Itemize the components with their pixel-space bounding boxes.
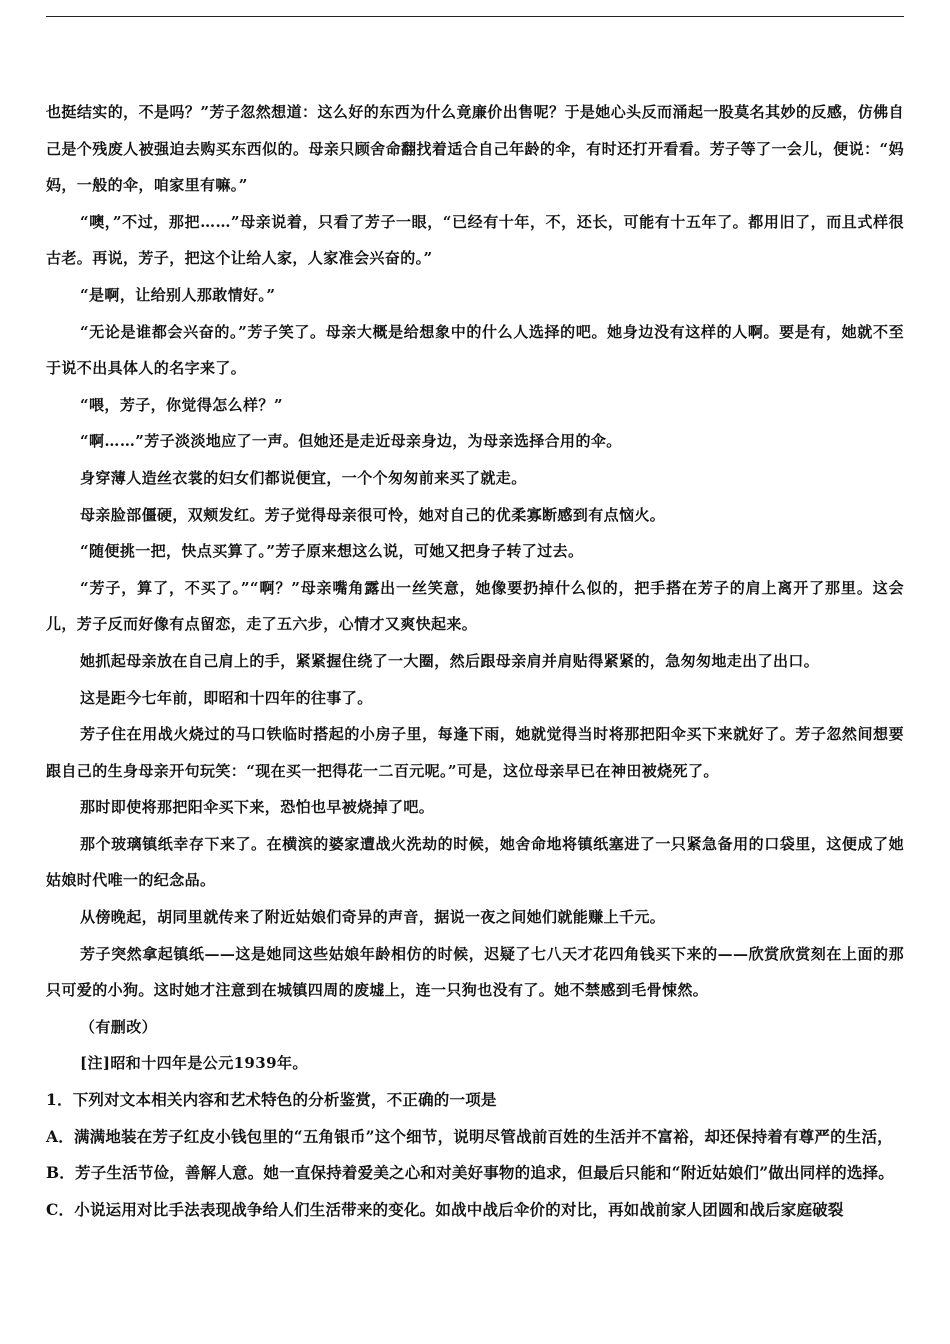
page-content — [46, 94, 904, 1228]
option-c: C．小说运用对比手法表现战争给人们生活带来的变化。如战中战后伞价的对比，再如战前家人团圆和战后家庭破裂 — [46, 1199, 844, 1219]
header-rule — [46, 16, 904, 17]
story-paragraph: 那时即使将那把阳伞买下来，恐怕也早被烧掉了吧。 — [80, 798, 435, 817]
story-text — [46, 94, 904, 1082]
story-paragraph: 母亲脸部僵硬，双颊发红。芳子觉得母亲很可怜，她对自己的优柔寡断感到有点恼火。 — [80, 505, 666, 524]
story-paragraph: 身穿薄人造丝衣裳的妇女们都说便宜，一个个匆匆前来买了就走。 — [80, 468, 527, 487]
story-paragraph: “无论是谁都会兴奋的。”芳子笑了。母亲大概是给想象中的什么人选择的吧。她身边没有这样的人啊。要是有，她就不至于说不出具体人的名字来了。 — [46, 322, 904, 378]
story-paragraph: “喂，芳子，你觉得怎么样？” — [80, 395, 283, 414]
story-paragraph: “噢，”不过，那把……”母亲说着，只看了芳子一眼，“已经有十年，不，还长，可能有十五年了。都用旧了，而且式样很古老。再说，芳子，把这个让给人家，人家准会兴奋的。” — [46, 212, 904, 268]
story-paragraph: 也挺结实的，不是吗？”芳子忽然想道：这么好的东西为什么竟廉价出售呢？于是她心头反而涌起一股莫名其妙的反感，仿佛自己是个残废人被强迫去购买东西似的。母亲只顾舍命翻找着适合自己年龄的伞，有时还打开看看。芳子等了一会儿，便说：“妈妈，一般的伞，咱家里有嘛。” — [46, 103, 904, 195]
story-paragraph: [注]昭和十四年是公元1939年。 — [80, 1054, 308, 1073]
story-paragraph: 芳子突然拿起镇纸——这是她同这些姑娘年龄相仿的时候，迟疑了七八天才花四角钱买下来的——欣赏欣赏刻在上面的那只可爱的小狗。这时她才注意到在城镇四周的废墟上，连一只狗也没有了。她不禁感到毛骨悚然。 — [46, 944, 904, 1000]
story-paragraph: （有删改） — [80, 1017, 158, 1036]
question-stem: 1．下列对文本相关内容和艺术特色的分析鉴赏，不正确的一项是 — [46, 1090, 497, 1110]
option-a: A．满满地装在芳子红皮小钱包里的“五角银币”这个细节，说明尽管战前百姓的生活并不富裕，却还保持着有尊严的生活， — [46, 1126, 893, 1146]
option-b: B．芳子生活节俭，善解人意。她一直保持着爱美之心和对美好事物的追求，但最后只能和“附近姑娘们”做出同样的选择。 — [46, 1163, 894, 1183]
story-paragraph: “啊……”芳子淡淡地应了一声。但她还是走近母亲身边，为母亲选择合用的伞。 — [80, 432, 622, 451]
story-paragraph: 芳子住在用战火烧过的马口铁临时搭起的小房子里，每逢下雨，她就觉得当时将那把阳伞买下来就好了。芳子忽然间想要跟自己的生身母亲开句玩笑：“现在买一把得花一二百元呢。”可是，这位母亲早已在神田被烧死了。 — [46, 725, 904, 780]
question-number: 1． — [46, 1090, 73, 1110]
story-paragraph: “随便挑一把，快点买算了。”芳子原来想这么说，可她又把身子转了过去。 — [80, 542, 584, 561]
story-paragraph: “是啊，让给别人那敢情好。” — [80, 285, 276, 304]
question-1 — [46, 1082, 904, 1228]
story-paragraph: 这是距今七年前，即昭和十四年的往事了。 — [80, 688, 373, 707]
story-paragraph: 她抓起母亲放在自己肩上的手，紧紧握住绕了一大圈，然后跟母亲肩并肩贴得紧紧的，急匆匆地走出了出口。 — [80, 651, 820, 670]
story-paragraph: “芳子，算了，不买了。”“啊？”母亲嘴角露出一丝笑意，她像要扔掉什么似的，把手搭在芳子的肩上离开了那里。这会儿，芳子反而好像有点留恋，走了五六步，心情才又爽快起来。 — [46, 578, 904, 634]
story-paragraph: 从傍晚起，胡同里就传来了附近姑娘们奇异的声音，据说一夜之间她们就能赚上千元。 — [80, 908, 666, 927]
story-paragraph: 那个玻璃镇纸幸存下来了。在横滨的婆家遭战火洗劫的时候，她舍命地将镇纸塞进了一只紧急备用的口袋里，这便成了她姑娘时代唯一的纪念品。 — [46, 834, 904, 890]
